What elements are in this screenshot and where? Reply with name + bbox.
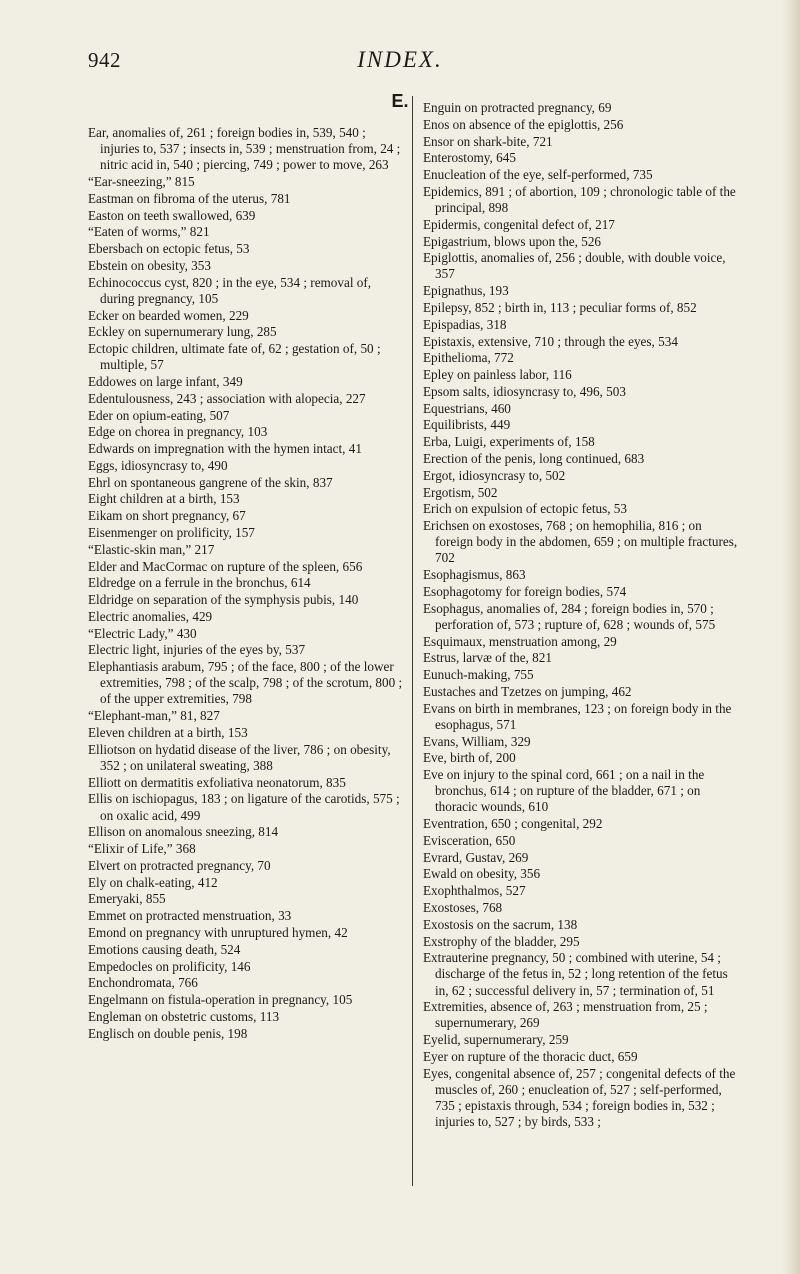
index-entry: Eckley on supernumerary lung, 285 xyxy=(88,324,277,340)
index-entry: Equestrians, 460 xyxy=(423,400,511,416)
index-entry: Eldredge on a ferrule in the bronchus, 614 xyxy=(88,575,311,591)
index-entry: Epilepsy, 852 ; birth in, 113 ; peculiar forms of, 852 xyxy=(423,300,697,315)
index-entry: Edentulousness, 243 ; association with alopecia, 227 xyxy=(88,390,366,406)
index-entry: Edge on chorea in pregnancy, 103 xyxy=(88,424,268,440)
index-entry: Epley on painless labor, 116 xyxy=(423,367,572,383)
index-entry: Eyer on rupture of the thoracic duct, 659 xyxy=(423,1048,638,1064)
index-entry: Eleven children at a birth, 153 xyxy=(88,725,248,740)
index-entry: Echinococcus cyst, 820 ; in the eye, 534 ; removal of, during pregnancy, 105 xyxy=(88,274,372,306)
index-entry: Eldridge on separation of the symphysis pubis, 140 xyxy=(88,592,359,608)
index-entry: Eve on injury to the spinal cord, 661 ; on a nail in the bronchus, 614 ; on rupture of the bladder, 671 ; on thoracic wounds, 610 xyxy=(423,767,705,815)
index-entry: Erich on expulsion of ectopic fetus, 53 xyxy=(423,501,627,517)
index-entry: Ebstein on obesity, 353 xyxy=(88,257,211,273)
page-number: 942 xyxy=(88,48,121,72)
index-entry: Ergotism, 502 xyxy=(423,484,498,500)
index-entry: Exophthalmos, 527 xyxy=(423,883,526,899)
index-entry: Eyelid, supernumerary, 259 xyxy=(423,1032,569,1048)
index-entry: Epigastrium, blows upon the, 526 xyxy=(423,233,602,249)
page-header xyxy=(0,46,800,76)
index-entry: Exstrophy of the bladder, 295 xyxy=(423,933,580,949)
index-entry: Edwards on impregnation with the hymen intact, 41 xyxy=(88,441,362,457)
index-entry: Ergot, idiosyncrasy to, 502 xyxy=(423,467,566,483)
index-entry: Evisceration, 650 xyxy=(423,832,516,848)
index-entry: Eggs, idiosyncrasy to, 490 xyxy=(88,457,228,473)
index-entry: Easton on teeth swallowed, 639 xyxy=(88,207,256,223)
index-entry: Esophagismus, 863 xyxy=(423,567,526,583)
index-entry: Engleman on obstetric customs, 113 xyxy=(88,1008,280,1024)
index-entry: Enucleation of the eye, self-performed, 735 xyxy=(423,167,653,183)
index-entry: Eastman on fibroma of the uterus, 781 xyxy=(88,190,291,206)
index-entry: Enterostomy, 645 xyxy=(423,150,516,166)
index-entry: Elvert on protracted pregnancy, 70 xyxy=(88,857,271,873)
index-entry: Ellis on ischiopagus, 183 ; on ligature of the carotids, 575 ; on oxalic acid, 499 xyxy=(88,791,400,823)
index-entry: Ear, anomalies of, 261 ; foreign bodies in, 539, 540 ; injuries to, 537 ; insects in, 539 ; menstruation from, 24 ; nitric acid in, 540 ; piercing, 749 ; power to move, 263 xyxy=(88,125,401,173)
index-column-right xyxy=(423,100,741,1131)
index-entry: Eustaches and Tzetzes on jumping, 462 xyxy=(423,683,632,699)
index-entry: Epidermis, congenital defect of, 217 xyxy=(423,216,615,232)
index-entry: “Eaten of worms,” 821 xyxy=(88,224,210,240)
index-entry: Epispadias, 318 xyxy=(423,316,507,332)
index-column-left xyxy=(88,125,406,1042)
index-entry: “Elephant-man,” 81, 827 xyxy=(88,708,220,724)
index-entry: Electric anomalies, 429 xyxy=(88,608,213,624)
index-entry: “Ear-sneezing,” 815 xyxy=(88,173,195,189)
index-entry: Ecker on bearded women, 229 xyxy=(88,307,249,323)
index-entry: Equilibrists, 449 xyxy=(423,417,511,433)
index-entry: Extrauterine pregnancy, 50 ; combined with uterine, 54 ; discharge of the fetus in, 52 ; long retention of the fetus in, 62 ; successful delivery in, 57 ; termination of, 51 xyxy=(423,950,728,998)
index-entry: Electric light, injuries of the eyes by, 537 xyxy=(88,642,306,658)
index-entry: Exostoses, 768 xyxy=(423,900,503,915)
index-entry: Elliott on dermatitis exfoliativa neonatorum, 835 xyxy=(88,774,346,790)
index-entry: Ensor on shark-bite, 721 xyxy=(423,133,553,149)
index-entry: Eve, birth of, 200 xyxy=(423,750,516,766)
index-entry: Ewald on obesity, 356 xyxy=(423,866,541,882)
index-entry: Erection of the penis, long continued, 683 xyxy=(423,451,645,467)
index-entry: Evrard, Gustav, 269 xyxy=(423,849,529,865)
section-letter: E. xyxy=(391,91,409,111)
index-entry: Epithelioma, 772 xyxy=(423,350,514,366)
index-entry: Elliotson on hydatid disease of the liver, 786 ; on obesity, 352 ; on unilateral sweating, 388 xyxy=(88,741,391,773)
index-entry: Eunuch-making, 755 xyxy=(423,667,534,683)
index-entry: Emotions causing death, 524 xyxy=(88,941,241,957)
index-entry: Enchondromata, 766 xyxy=(88,975,198,991)
index-entry: Epidemics, 891 ; of abortion, 109 ; chronologic table of the principal, 898 xyxy=(423,183,736,215)
index-entry: Eventration, 650 ; congenital, 292 xyxy=(423,816,603,832)
index-entry: Elephantiasis arabum, 795 ; of the face, 800 ; of the lower extremities, 798 ; of the scalp, 798 ; of the scrotum, 800 ; of the upper extremities, 798 xyxy=(88,659,403,707)
index-entry: “Electric Lady,” 430 xyxy=(88,625,197,641)
index-entry: Epistaxis, extensive, 710 ; through the eyes, 534 xyxy=(423,333,678,349)
index-entry: Ely on chalk-eating, 412 xyxy=(88,874,218,890)
index-entry: Evans on birth in membranes, 123 ; on foreign body in the esophagus, 571 xyxy=(423,700,732,732)
index-entry: Elder and MacCormac on rupture of the spleen, 656 xyxy=(88,558,363,574)
index-entry: Ectopic children, ultimate fate of, 62 ; gestation of, 50 ; multiple, 57 xyxy=(88,341,381,373)
running-title: INDEX. xyxy=(357,47,443,72)
index-entry: Esophagotomy for foreign bodies, 574 xyxy=(423,583,627,599)
index-entry: “Elixir of Life,” 368 xyxy=(88,841,196,857)
index-entry: Epiglottis, anomalies of, 256 ; double, with double voice, 357 xyxy=(423,250,726,282)
index-entry: Ebersbach on ectopic fetus, 53 xyxy=(88,241,250,257)
index-entry: Enos on absence of the epiglottis, 256 xyxy=(423,116,624,132)
column-divider xyxy=(412,96,413,1186)
index-entry: Esophagus, anomalies of, 284 ; foreign bodies in, 570 ; perforation of, 573 ; rupture of, 628 ; wounds of, 575 xyxy=(423,600,716,632)
index-entry: Epignathus, 193 xyxy=(423,283,509,299)
index-entry: Epsom salts, idiosyncrasy to, 496, 503 xyxy=(423,383,626,399)
index-entry: Eder on opium-eating, 507 xyxy=(88,407,230,423)
index-entry: Engelmann on fistula-operation in pregnancy, 105 xyxy=(88,992,353,1008)
index-entry: Eddowes on large infant, 349 xyxy=(88,373,243,389)
index-entry: Estrus, larvæ of the, 821 xyxy=(423,650,552,666)
index-entry: Eikam on short pregnancy, 67 xyxy=(88,508,246,524)
index-entry: Esquimaux, menstruation among, 29 xyxy=(423,633,617,649)
index-entry: Englisch on double penis, 198 xyxy=(88,1025,248,1041)
index-entry: “Elastic-skin man,” 217 xyxy=(88,541,215,557)
index-entry: Empedocles on prolificity, 146 xyxy=(88,958,251,974)
index-entry: Ehrl on spontaneous gangrene of the skin, 837 xyxy=(88,474,333,490)
index-entry: Enguin on protracted pregnancy, 69 xyxy=(423,100,612,115)
index-entry: Eisenmenger on prolificity, 157 xyxy=(88,525,255,540)
index-entry: Extremities, absence of, 263 ; menstruation from, 25 ; supernumerary, 269 xyxy=(423,999,708,1031)
index-entry: Evans, William, 329 xyxy=(423,733,531,749)
index-entry: Emond on pregnancy with unruptured hymen, 42 xyxy=(88,925,348,940)
index-entry: Erba, Luigi, experiments of, 158 xyxy=(423,434,595,450)
index-entry: Erichsen on exostoses, 768 ; on hemophilia, 816 ; on foreign body in the abdomen, 659 ; on multiple fractures, 702 xyxy=(423,518,738,566)
index-entry: Eyes, congenital absence of, 257 ; congenital defects of the muscles of, 260 ; enucleation of, 527 ; self-performed, 735 ; epistaxis through, 534 ; foreign bodies in, 532 ; injuries to, 527 ; by birds, 533 ; xyxy=(423,1065,736,1130)
index-entry: Exostosis on the sacrum, 138 xyxy=(423,916,578,932)
index-entry: Emeryaki, 855 xyxy=(88,891,166,907)
index-entry: Eight children at a birth, 153 xyxy=(88,491,240,507)
index-entry: Ellison on anomalous sneezing, 814 xyxy=(88,824,279,840)
index-entry: Emmet on protracted menstruation, 33 xyxy=(88,908,292,924)
page-edge-shadow xyxy=(782,0,800,1274)
